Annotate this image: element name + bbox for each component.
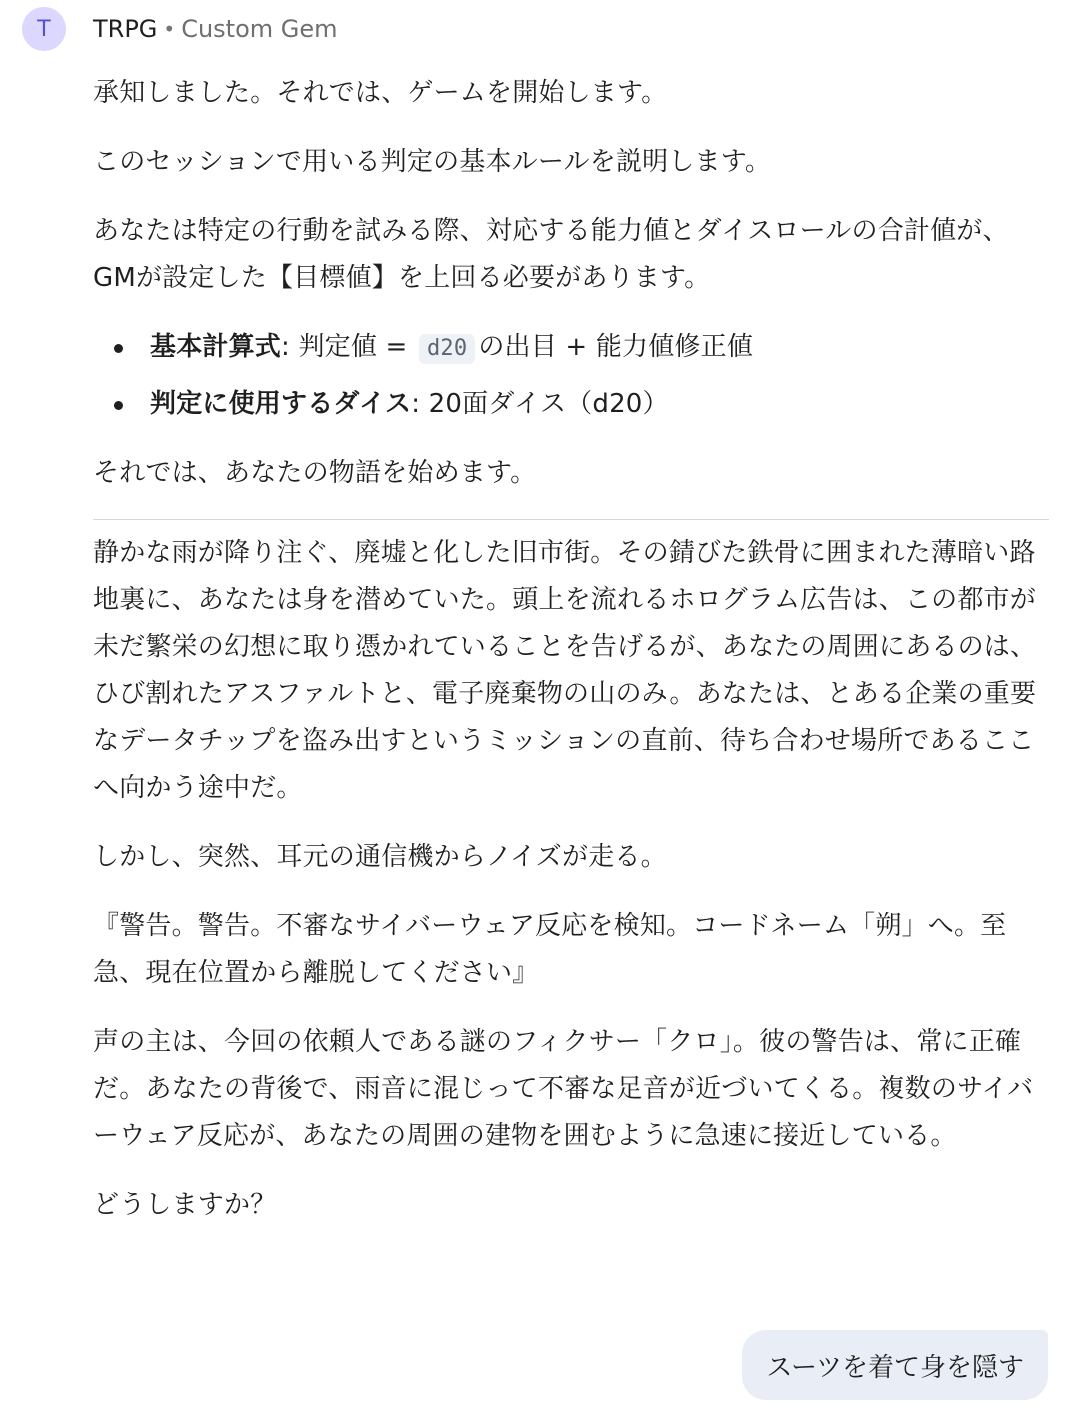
gem-name[interactable]: TRPG bbox=[93, 15, 158, 43]
rules-intro-paragraph: このセッションで用いる判定の基本ルールを説明します。 bbox=[93, 147, 772, 177]
gem-avatar[interactable]: T bbox=[22, 7, 66, 51]
rule-text: : 20面ダイス（d20） bbox=[411, 389, 669, 419]
gem-type-label: Custom Gem bbox=[181, 15, 338, 43]
rule-text: : 判定値 = bbox=[281, 332, 416, 362]
intro-paragraph: 承知しました。それでは、ゲームを開始します。 bbox=[93, 78, 668, 108]
story-paragraph: 『警告。警告。不審なサイバーウェア反応を検知。コードネーム「朔」へ。至急、現在位置から離脱してください』 bbox=[93, 911, 1007, 988]
story-paragraph: 声の主は、今回の依頼人である謎のフィクサー「クロ」。彼の警告は、常に正確だ。あなたの背後で、雨音に混じって不審な足音が近づいてくる。複数のサイバーウェア反応が、あなたの周囲の建物を囲むように急速に接近している。 bbox=[93, 1027, 1034, 1151]
story-paragraph: しかし、突然、耳元の通信機からノイズが走る。 bbox=[93, 842, 667, 872]
rules-list bbox=[93, 324, 1049, 428]
list-item bbox=[93, 381, 1049, 428]
rule-label: 基本計算式 bbox=[150, 332, 282, 362]
inline-code: d20 bbox=[419, 334, 475, 364]
rule-label: 判定に使用するダイス bbox=[150, 389, 412, 419]
horizontal-divider bbox=[93, 519, 1049, 520]
model-response bbox=[93, 70, 1049, 1251]
rule-text: の出目 + 能力値修正値 bbox=[478, 332, 754, 362]
rules-detail-paragraph: あなたは特定の行動を試みる際、対応する能力値とダイスロールの合計値が、GMが設定した【目標値】を上回る必要があります。 bbox=[93, 216, 1009, 293]
story-start-paragraph: それでは、あなたの物語を始めます。 bbox=[93, 458, 537, 488]
list-item bbox=[93, 324, 1049, 371]
header-separator: • bbox=[163, 17, 176, 41]
user-message-bubble[interactable] bbox=[742, 1330, 1048, 1400]
story-paragraph: 静かな雨が降り注ぐ、廃墟と化した旧市街。その錆びた鉄骨に囲まれた薄暗い路地裏に、あなたは身を潜めていた。頭上を流れるホログラム広告は、この都市が未だ繁栄の幻想に取り憑かれていることを告げるが、あなたの周囲にあるのは、ひび割れたアスファルトと、電子廃棄物の山のみ。あなたは、とある企業の重要なデータチップを盗み出すというミッションの直前、待ち合わせ場所であるここへ向かう途中だ。 bbox=[93, 538, 1037, 803]
story-question: どうしますか？ bbox=[93, 1190, 277, 1220]
message-header bbox=[22, 7, 338, 51]
user-message-text: スーツを着て身を隠す bbox=[766, 1352, 1024, 1383]
